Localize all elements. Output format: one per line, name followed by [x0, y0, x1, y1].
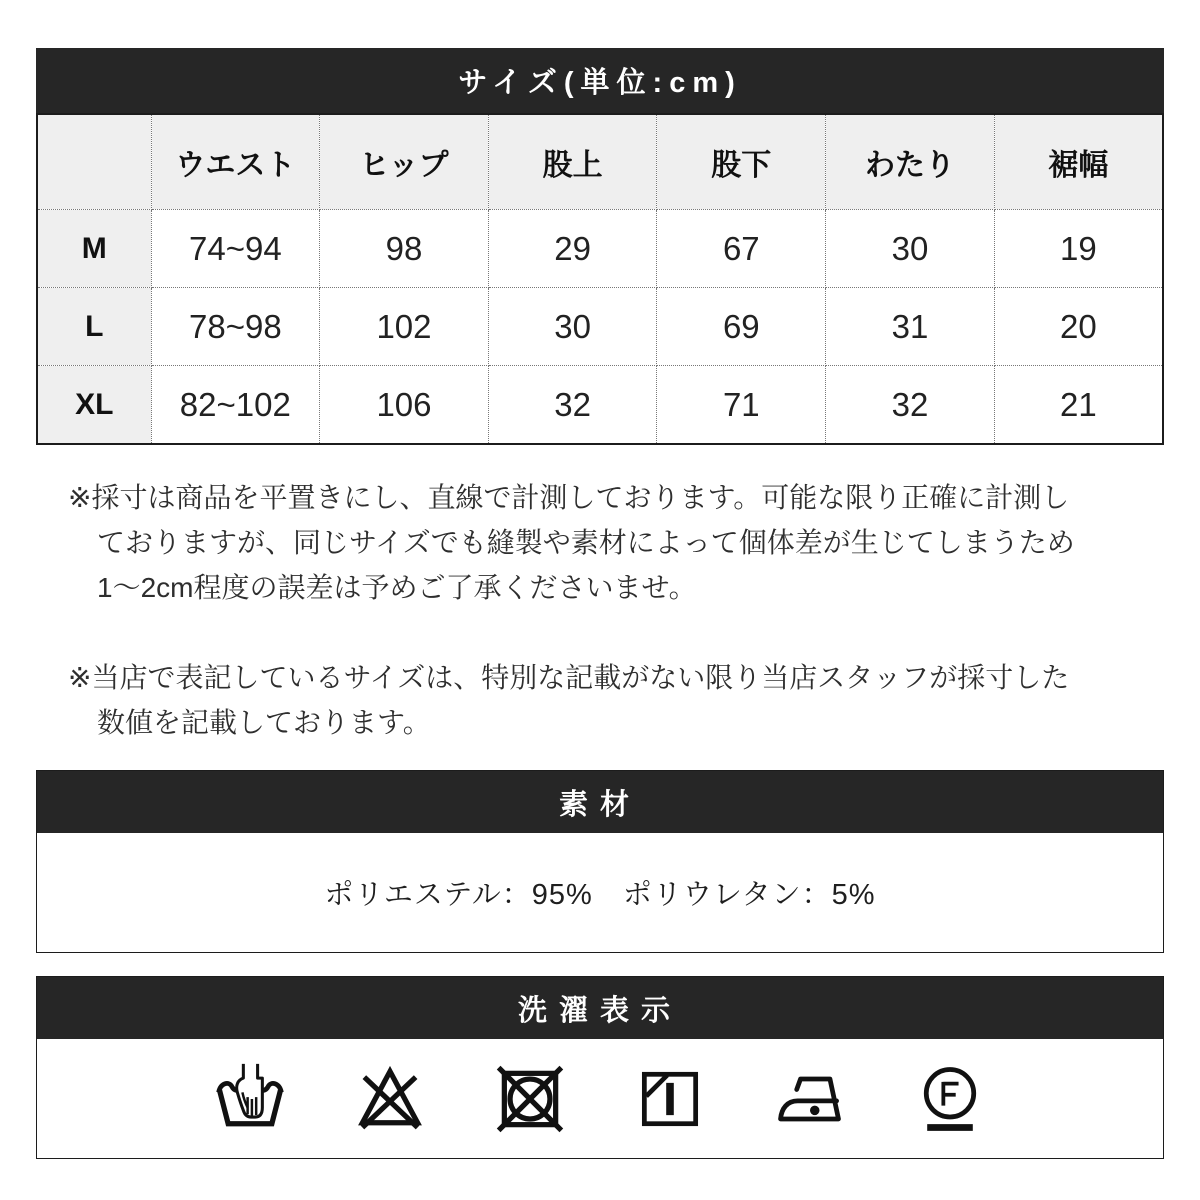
- size-cell: 78~98: [151, 288, 320, 366]
- size-table: [36, 113, 1164, 445]
- size-cell: 30: [488, 288, 657, 366]
- size-section-title: サイズ(単位:cm): [458, 67, 742, 99]
- note-staff-measured: [36, 655, 1164, 745]
- size-row-xl: [37, 366, 1163, 445]
- size-cell: 21: [994, 366, 1163, 445]
- size-cell: 30: [826, 210, 995, 288]
- column-header-inseam: 股下: [657, 114, 826, 210]
- size-cell: 32: [826, 366, 995, 445]
- size-cell: 98: [320, 210, 489, 288]
- material-content: ポリエステル：95% ポリウレタン：5%: [324, 879, 876, 911]
- column-header-rise: 股上: [488, 114, 657, 210]
- laundry-title-bar: [37, 977, 1163, 1039]
- column-header-hem: 裾幅: [994, 114, 1163, 210]
- note-line: ※採寸は商品を平置きにし、直線で計測しております。可能な限り正確に計測し: [68, 482, 1070, 513]
- column-header-waist: ウエスト: [151, 114, 320, 210]
- size-cell: 67: [657, 210, 826, 288]
- size-row-label: M: [37, 210, 151, 288]
- dry-clean-petroleum-gentle-icon: [912, 1061, 988, 1137]
- size-cell: 71: [657, 366, 826, 445]
- do-not-bleach-icon: [352, 1061, 428, 1137]
- laundry-symbols: [37, 1039, 1163, 1158]
- size-cell: 32: [488, 366, 657, 445]
- note-line: 数値を記載しております。: [97, 707, 431, 738]
- size-cell: 82~102: [151, 366, 320, 445]
- hand-wash-icon: [212, 1061, 288, 1137]
- size-cell: 74~94: [151, 210, 320, 288]
- note-line: ておりますが、同じサイズでも縫製や素材によって個体差が生じてしまうため: [97, 527, 1075, 558]
- size-section-title-bar: [36, 48, 1164, 113]
- size-row-l: [37, 288, 1163, 366]
- iron-low-temperature-icon: [772, 1061, 848, 1137]
- size-cell: 29: [488, 210, 657, 288]
- do-not-tumble-dry-icon: [492, 1061, 568, 1137]
- size-cell: 20: [994, 288, 1163, 366]
- laundry-section: [36, 976, 1164, 1159]
- material-section: [36, 770, 1164, 953]
- size-table-header-row: [37, 114, 1163, 210]
- note-line: ※当店で表記しているサイズは、特別な記載がない限り当店スタッフが採寸した: [68, 662, 1070, 693]
- note-measurement-accuracy: [36, 475, 1164, 610]
- size-table-corner-cell: [37, 114, 151, 210]
- size-cell: 19: [994, 210, 1163, 288]
- size-cell: 102: [320, 288, 489, 366]
- size-row-label: L: [37, 288, 151, 366]
- line-dry-in-shade-icon: [632, 1061, 708, 1137]
- size-row-m: [37, 210, 1163, 288]
- measurement-notes: [36, 475, 1164, 745]
- size-cell: 106: [320, 366, 489, 445]
- size-cell: 31: [826, 288, 995, 366]
- note-line: 1〜2cm程度の誤差は予めご了承くださいませ。: [97, 572, 697, 603]
- laundry-title: 洗濯表示: [517, 994, 682, 1027]
- column-header-hip: ヒップ: [320, 114, 489, 210]
- material-title: 素材: [558, 788, 641, 821]
- size-cell: 69: [657, 288, 826, 366]
- material-title-bar: [37, 771, 1163, 833]
- size-row-label: XL: [37, 366, 151, 445]
- column-header-thigh: わたり: [826, 114, 995, 210]
- page: [36, 0, 1164, 1159]
